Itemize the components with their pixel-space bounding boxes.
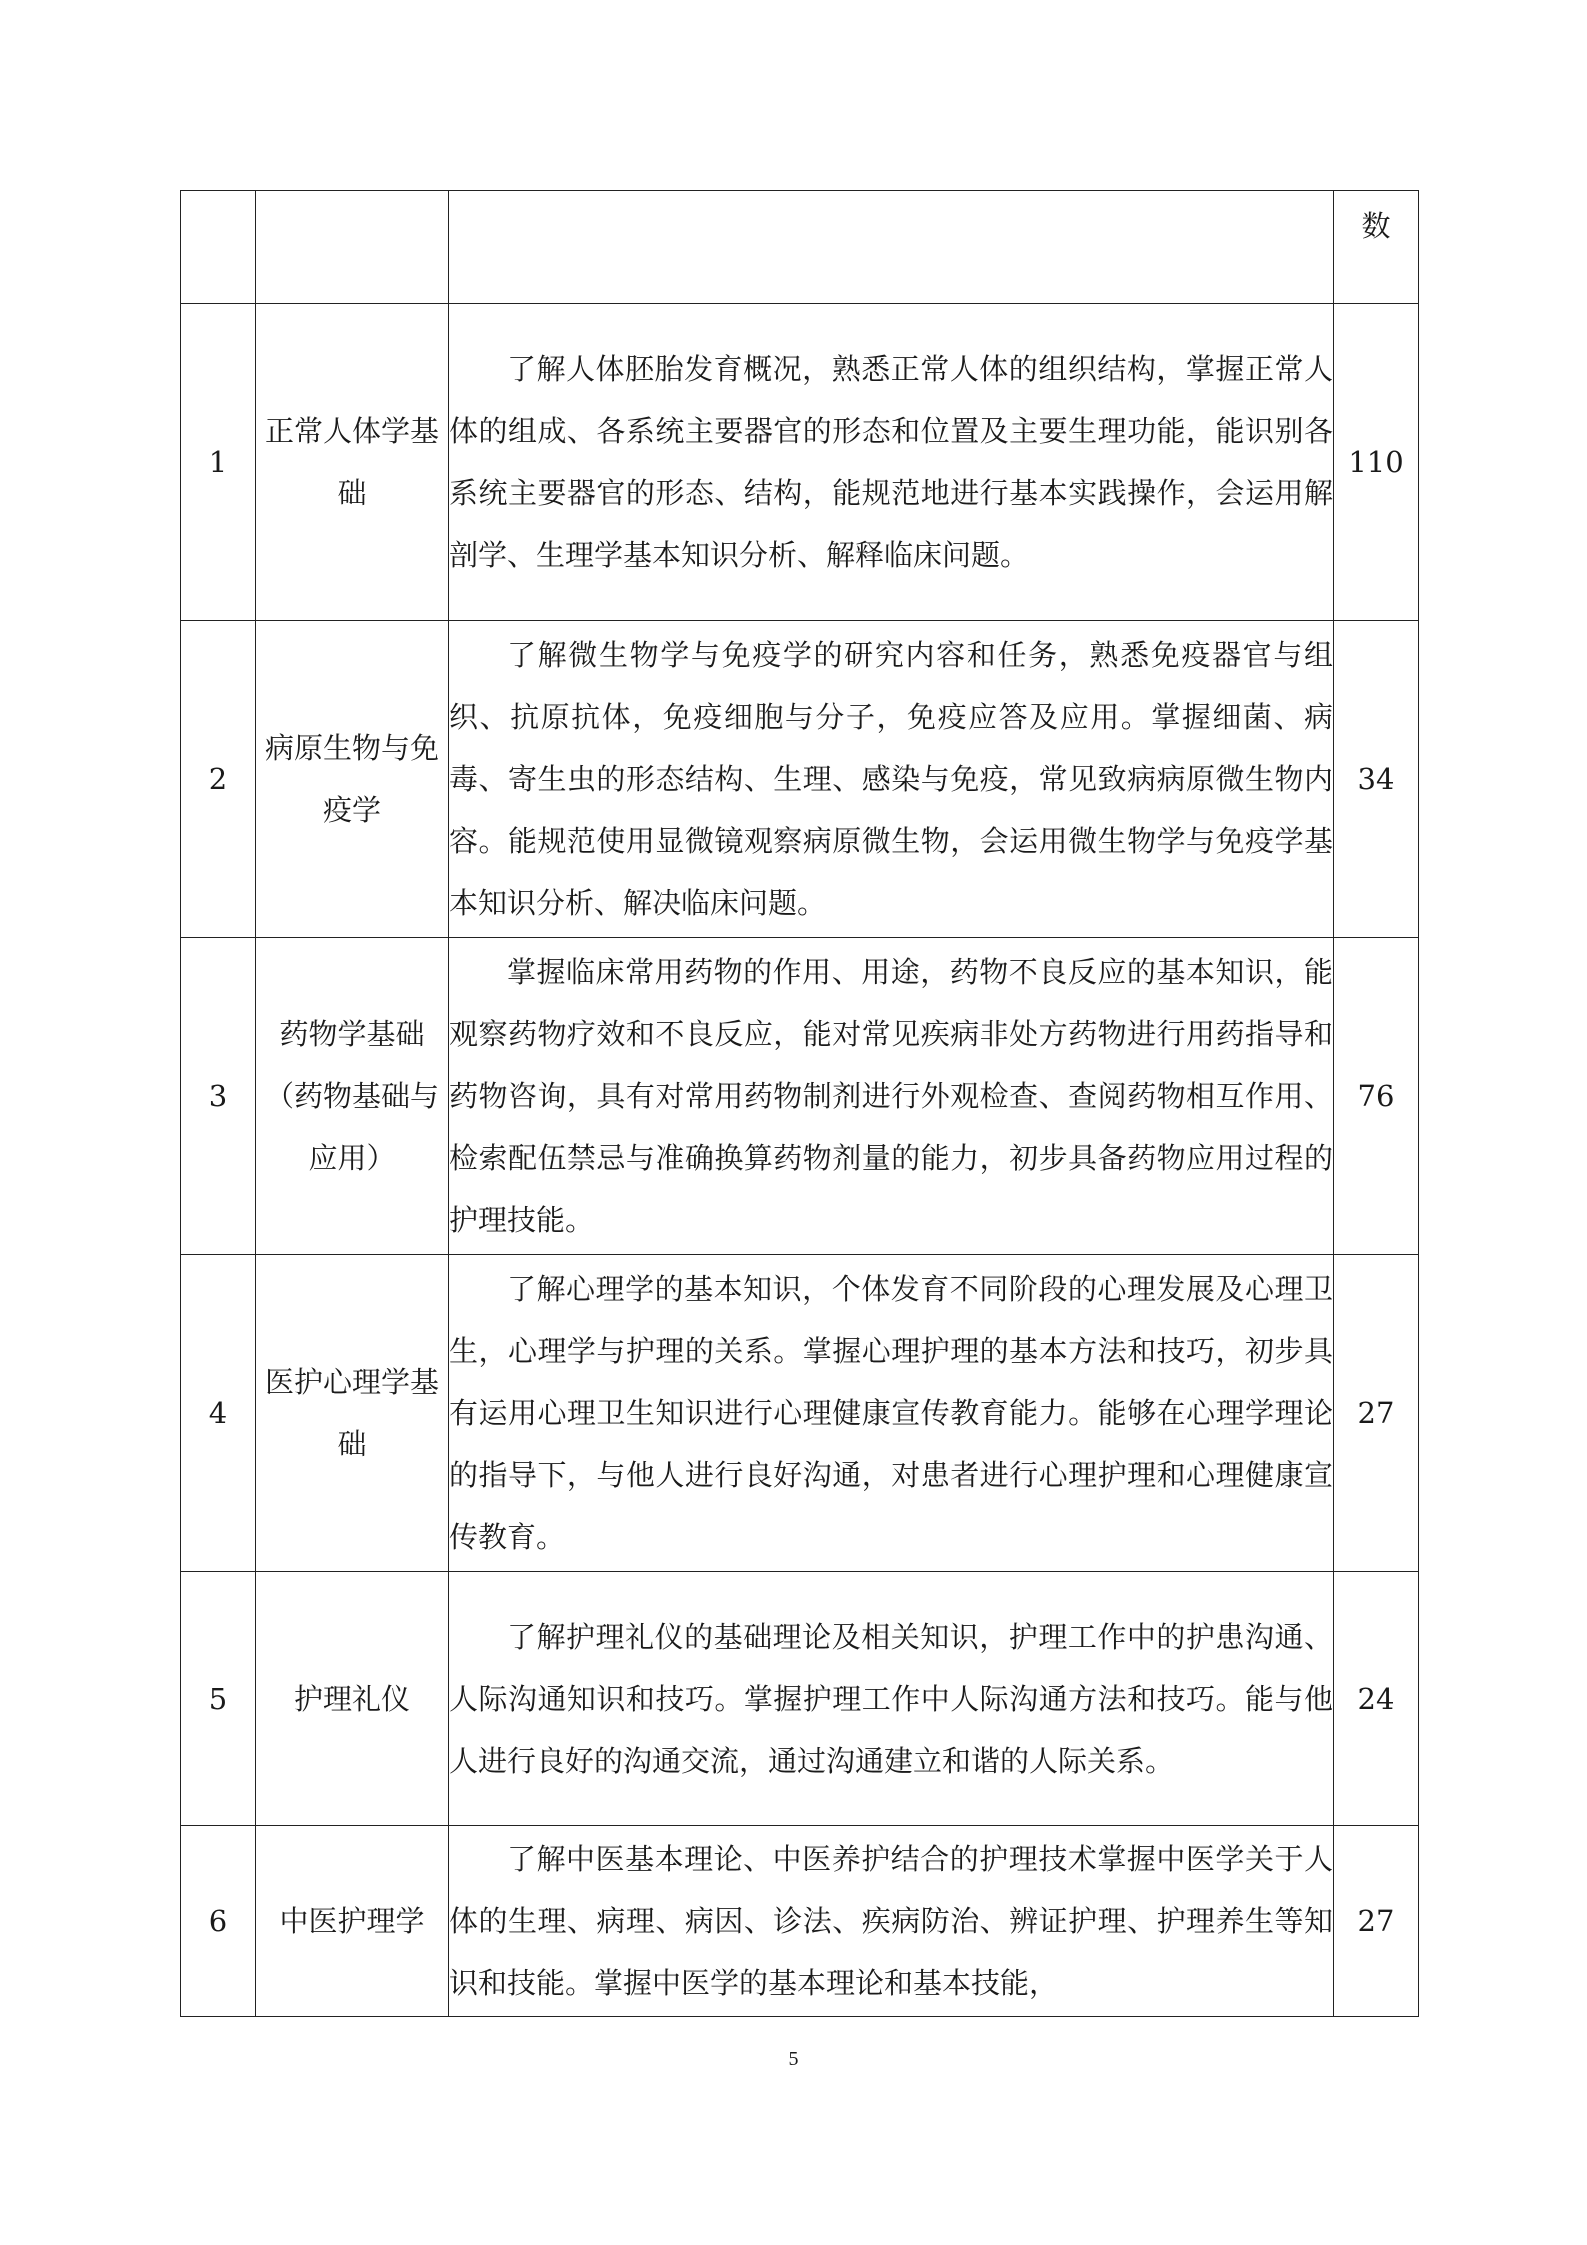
course-description: 了解中医基本理论、中医养护结合的护理技术掌握中医学关于人体的生理、病理、病因、诊法、疾病防治、辨证护理、护理养生等知识和技能。掌握中医学的基本理论和基本技能， [449,1826,1334,2017]
course-name: 病原生物与免疫学 [256,621,449,938]
header-desc-cell [449,191,1334,304]
table-row [181,1255,1419,1572]
table-row [181,304,1419,621]
table-row [181,938,1419,1255]
course-name: 药物学基础（药物基础与应用） [256,938,449,1255]
course-number: 3 [181,938,256,1255]
table-row [181,1826,1419,2017]
course-name: 医护心理学基础 [256,1255,449,1572]
header-name-cell [256,191,449,304]
course-description: 掌握临床常用药物的作用、用途，药物不良反应的基本知识，能观察药物疗效和不良反应，能对常见疾病非处方药物进行用药指导和药物咨询，具有对常用药物制剂进行外观检查、查阅药物相互作用、检索配伍禁忌与准确换算药物剂量的能力，初步具备药物应用过程的护理技能。 [449,938,1334,1255]
table-header-row [181,191,1419,304]
course-hours: 24 [1334,1572,1419,1826]
course-name: 中医护理学 [256,1826,449,2017]
course-description: 了解护理礼仪的基础理论及相关知识，护理工作中的护患沟通、人际沟通知识和技巧。掌握护理工作中人际沟通方法和技巧。能与他人进行良好的沟通交流，通过沟通建立和谐的人际关系。 [449,1572,1334,1826]
page-number: 5 [788,2048,799,2070]
course-hours: 110 [1334,304,1419,621]
course-name: 正常人体学基础 [256,304,449,621]
course-number: 4 [181,1255,256,1572]
course-number: 2 [181,621,256,938]
table-row [181,621,1419,938]
course-hours: 27 [1334,1826,1419,2017]
course-description: 了解心理学的基本知识，个体发育不同阶段的心理发展及心理卫生，心理学与护理的关系。掌握心理护理的基本方法和技巧，初步具有运用心理卫生知识进行心理健康宣传教育能力。能够在心理学理论的指导下，与他人进行良好沟通，对患者进行心理护理和心理健康宣传教育。 [449,1255,1334,1572]
course-number: 1 [181,304,256,621]
course-description: 了解人体胚胎发育概况，熟悉正常人体的组织结构，掌握正常人体的组成、各系统主要器官的形态和位置及主要生理功能，能识别各系统主要器官的形态、结构，能规范地进行基本实践操作，会运用解剖学、生理学基本知识分析、解释临床问题。 [449,304,1334,621]
course-table [180,190,1419,2017]
table-row [181,1572,1419,1826]
course-name: 护理礼仪 [256,1572,449,1826]
header-num-cell [181,191,256,304]
course-hours: 27 [1334,1255,1419,1572]
course-hours: 34 [1334,621,1419,938]
course-hours: 76 [1334,938,1419,1255]
course-number: 5 [181,1572,256,1826]
course-description: 了解微生物学与免疫学的研究内容和任务，熟悉免疫器官与组织、抗原抗体，免疫细胞与分子，免疫应答及应用。掌握细菌、病毒、寄生虫的形态结构、生理、感染与免疫，常见致病病原微生物内容。能规范使用显微镜观察病原微生物，会运用微生物学与免疫学基本知识分析、解决临床问题。 [449,621,1334,938]
course-number: 6 [181,1826,256,2017]
header-hours-cell: 数 [1334,191,1419,304]
